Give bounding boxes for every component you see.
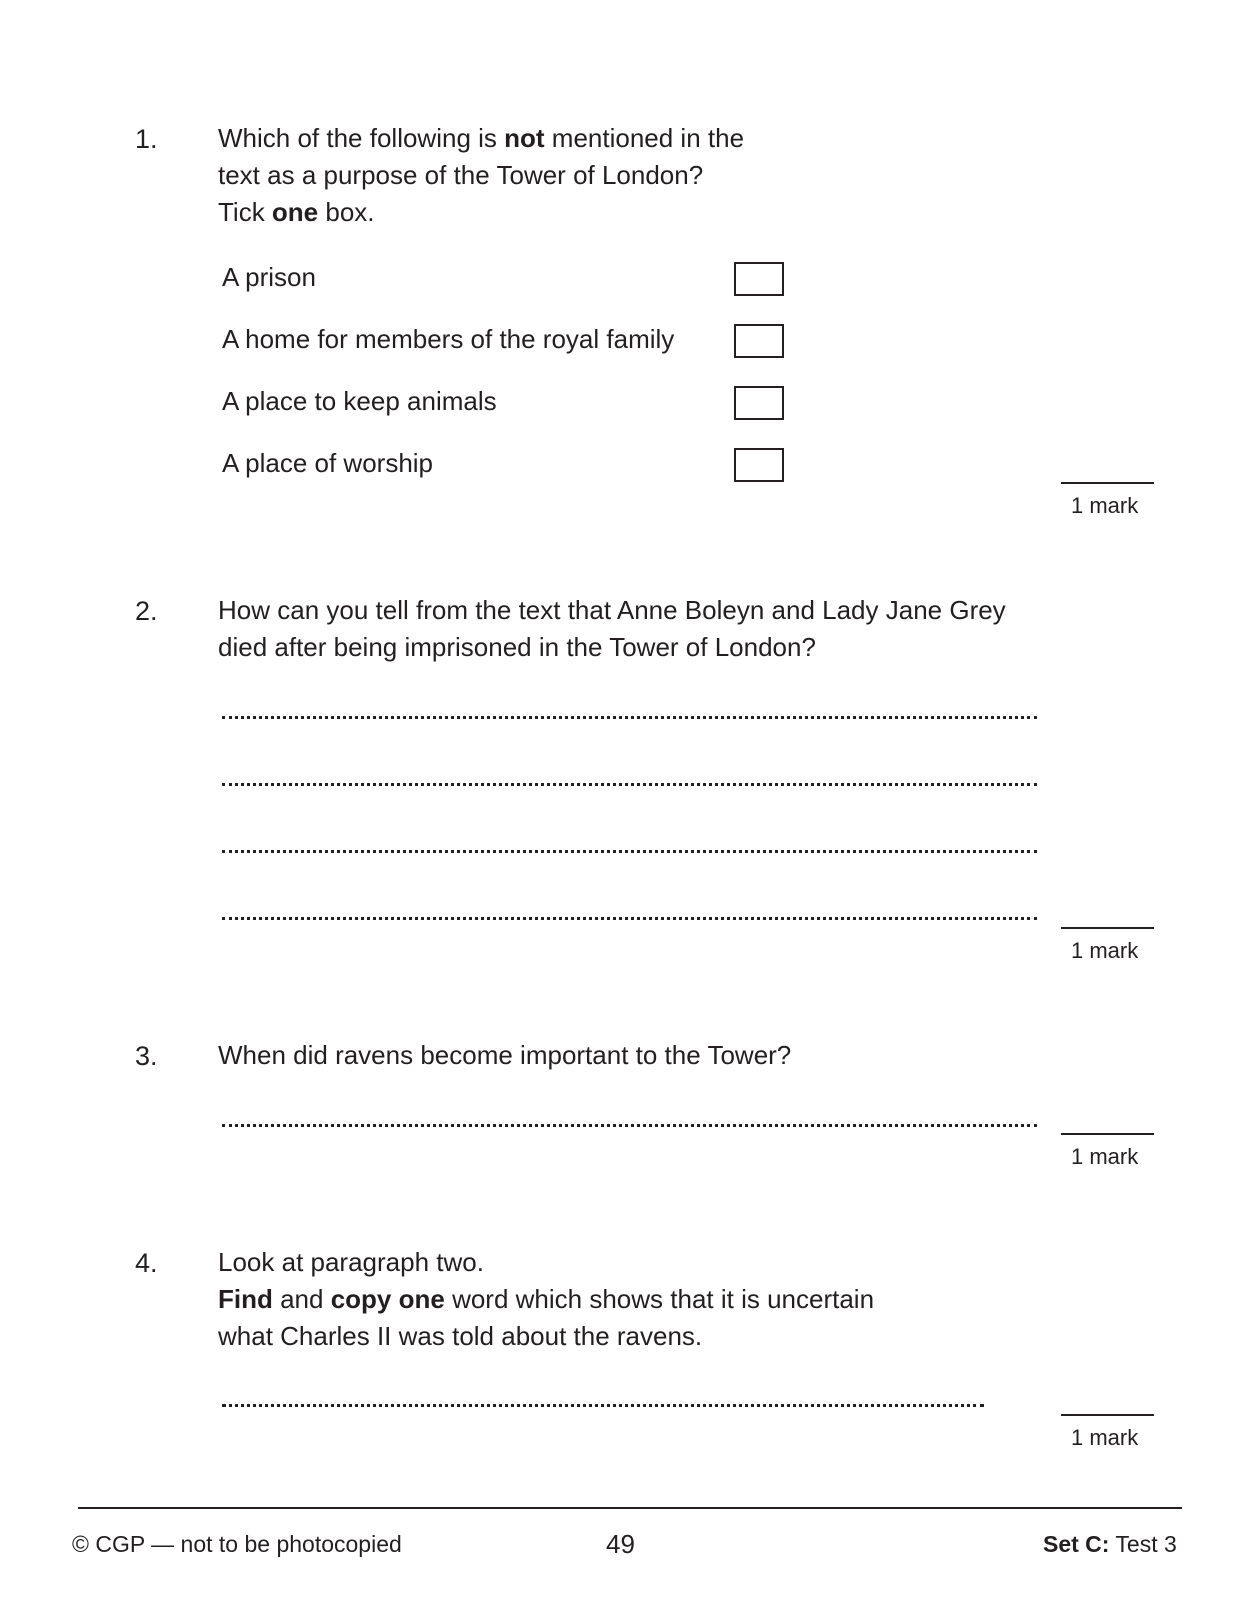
- footer-test-label: Test 3: [1109, 1531, 1177, 1557]
- answer-line-q2-1[interactable]: [222, 716, 1037, 719]
- footer-copyright: © CGP — not to be photocopied: [72, 1531, 402, 1557]
- question-1-emphasis-one: one: [271, 197, 319, 227]
- question-4-line-2-end: word which shows that it is uncertain: [444, 1284, 875, 1314]
- question-4-number: 4.: [135, 1248, 158, 1278]
- mark-line-q2: [1061, 927, 1154, 929]
- answer-line-q4[interactable]: [222, 1404, 984, 1407]
- question-4-line-1: Look at paragraph two.: [218, 1247, 484, 1277]
- answer-line-q3[interactable]: [222, 1124, 1037, 1127]
- question-1-line-1-start: Which of the following is: [218, 123, 505, 153]
- tick-box-keep-animals[interactable]: [734, 386, 784, 420]
- question-2-line-1: How can you tell from the text that Anne Boleyn and Lady Jane Grey: [218, 595, 1006, 625]
- mark-label-q3: 1 mark: [1071, 1144, 1139, 1169]
- footer-set-label: Set C:: [1043, 1531, 1110, 1557]
- page-number: 49: [606, 1529, 635, 1559]
- question-2-line-2: died after being imprisoned in the Tower of London?: [218, 632, 816, 662]
- question-3-text: [218, 1037, 791, 1074]
- question-4-line-2: [218, 1281, 874, 1318]
- mark-label-q4: 1 mark: [1071, 1425, 1139, 1450]
- option-place-of-worship: A place of worship: [222, 448, 434, 478]
- mark-line-q1: [1061, 482, 1154, 484]
- footer-rule: [78, 1507, 1182, 1509]
- mark-line-q3: [1061, 1133, 1154, 1135]
- tick-box-place-of-worship[interactable]: [734, 448, 784, 482]
- tick-box-a-prison[interactable]: [734, 262, 784, 296]
- answer-line-q2-2[interactable]: [222, 783, 1037, 786]
- mark-line-q4: [1061, 1414, 1154, 1416]
- option-home-royal-family: A home for members of the royal family: [222, 324, 675, 354]
- question-1-line-3: [218, 194, 744, 231]
- question-1-text: [218, 120, 744, 231]
- question-4-line-2-connector: and: [272, 1284, 331, 1314]
- question-4-emphasis-find: Find: [218, 1284, 273, 1314]
- question-3-number: 3.: [135, 1041, 158, 1071]
- question-1-line-1: [218, 120, 744, 157]
- answer-line-q2-4[interactable]: [222, 917, 1037, 920]
- question-2-number: 2.: [135, 596, 158, 626]
- question-1-number: 1.: [135, 124, 158, 154]
- mark-label-q2: 1 mark: [1071, 938, 1139, 963]
- question-1-line-2: text as a purpose of the Tower of London?: [218, 160, 704, 190]
- question-4-line-3: what Charles II was told about the ravens.: [218, 1321, 703, 1351]
- tick-box-home-royal-family[interactable]: [734, 324, 784, 358]
- question-1-line-1-end: mentioned in the: [544, 123, 745, 153]
- option-keep-animals: A place to keep animals: [222, 386, 497, 416]
- question-1-line-3-end: box.: [318, 197, 375, 227]
- mark-label-q1: 1 mark: [1071, 493, 1139, 518]
- question-2-text: [218, 592, 1006, 666]
- footer-set-test: [1043, 1531, 1177, 1558]
- question-4-text: [218, 1244, 874, 1355]
- option-a-prison: A prison: [222, 262, 316, 292]
- question-4-emphasis-copy-one: copy one: [330, 1284, 445, 1314]
- answer-line-q2-3[interactable]: [222, 850, 1037, 853]
- question-3-line-1: When did ravens become important to the Tower?: [218, 1040, 792, 1070]
- question-1-emphasis-not: not: [504, 123, 545, 153]
- question-1-line-3-start: Tick: [218, 197, 272, 227]
